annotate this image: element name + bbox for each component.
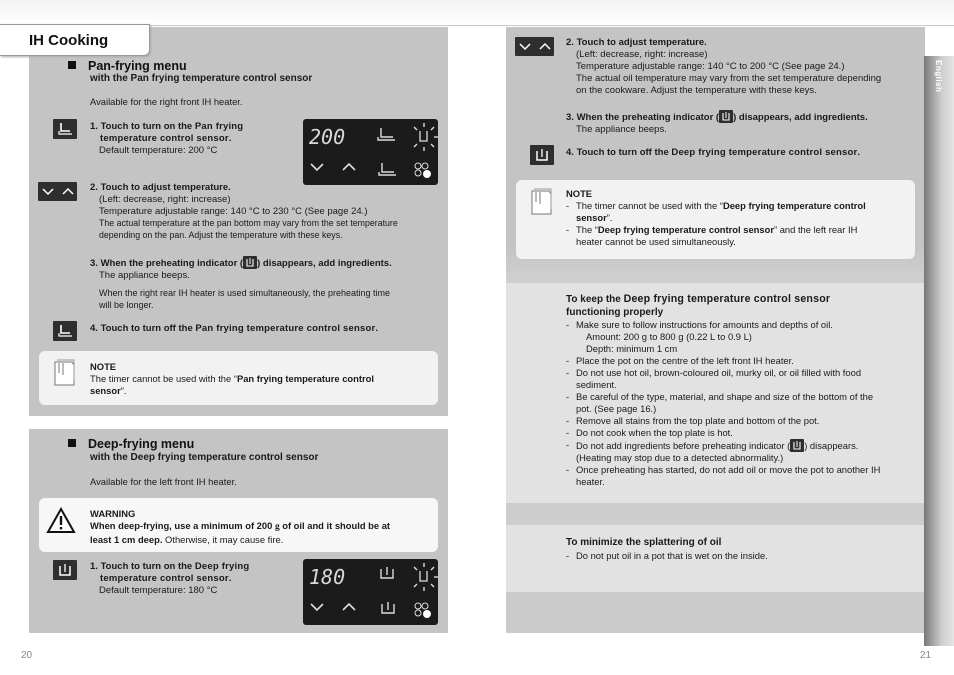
preheating-indicator-icon	[790, 439, 804, 452]
deep-step1: 1. Touch to turn on the Deep frying temperature control sensor. Default temperature: 180 °C	[90, 561, 250, 597]
keep-list	[566, 319, 916, 487]
page-title: IH Cooking	[29, 32, 109, 49]
splatter-section	[566, 537, 916, 562]
pan-step3: 3. When the preheating indicator ( ) disappears, add ingredients. The appliance beeps. When the right rear IH heater is used simultaneously, the preheating time will be longer.	[90, 258, 392, 311]
deep-control-display	[303, 559, 438, 625]
deep-note-box	[516, 180, 915, 259]
list-item: - Remove all stains from the top plate and bottom of the pot.	[566, 415, 916, 427]
list-item: - Once preheating has started, do not add oil or move the pot to another IH heater.	[566, 464, 916, 488]
splatter-heading: To minimize the splattering of oil	[566, 537, 722, 548]
list-item: - Do not cook when the top plate is hot.	[566, 427, 916, 439]
pan-control-display	[303, 119, 438, 185]
list-item: - The “Deep frying temperature control sensor” and the left rear IH heater cannot be used simultaneously.	[566, 224, 906, 248]
note-icon	[51, 359, 77, 389]
warning-text: When deep-frying, use a minimum of 200 g of oil and it should be at least 1 cm deep. Otherwise, it may cause fire.	[90, 519, 391, 545]
list-item: - Do not add ingredients before preheating indicator ( ) disappears. (Heating may stop due to a detected abnormality.)	[566, 439, 916, 464]
language-label: English	[934, 60, 943, 93]
deep-step3: 3. When the preheating indicator ( ) disappears, add ingredients. The appliance beeps.	[566, 112, 868, 136]
warning-box	[39, 498, 438, 552]
note-title: NOTE	[566, 188, 593, 199]
warning-title: WARNING	[90, 508, 136, 519]
deep-note-list	[566, 200, 906, 248]
pan-available-text: Available for the right front IH heater.	[90, 96, 243, 107]
keep-functioning-section	[566, 293, 916, 488]
decrease-increase-keys-icon[interactable]	[38, 182, 77, 201]
pan-frying-heading: Pan-frying menu	[68, 59, 187, 75]
list-item: - Do not use hot oil, brown-coloured oil, murky oil, or oil filled with food sediment.	[566, 367, 916, 391]
deep-available-text: Available for the left front IH heater.	[90, 476, 237, 487]
decrease-increase-keys-icon[interactable]	[515, 37, 554, 56]
pan-step4: 4. Touch to turn off the Pan frying temperature control sensor.	[90, 323, 379, 334]
keep-heading: To keep the Deep frying temperature control sensor functioning properly	[566, 293, 831, 318]
deep-step4: 4. Touch to turn off the Deep frying temperature control sensor.	[566, 147, 861, 158]
list-item: - Be careful of the type, material, and shape and size of the bottom of the pot. (See page 16.)	[566, 391, 916, 415]
pan-sensor-key-icon[interactable]	[53, 119, 77, 139]
page-number-left: 20	[21, 650, 33, 661]
preheating-indicator-icon	[243, 256, 257, 269]
panel-divider	[506, 503, 925, 525]
temperature-readout: 200	[309, 125, 346, 149]
deep-frying-heading: Deep-frying menu	[68, 437, 194, 453]
warning-icon	[46, 507, 76, 534]
deep-sensor-off-key-icon[interactable]	[530, 145, 554, 165]
language-side-tab[interactable]	[924, 56, 954, 646]
splatter-list	[566, 550, 916, 562]
deep-frying-subtitle: with the Deep frying temperature control sensor	[90, 452, 319, 463]
deep-sensor-key-icon[interactable]	[53, 560, 77, 580]
pan-frying-subtitle: with the Pan frying temperature control sensor	[90, 73, 313, 84]
list-item: - Do not put oil in a pot that is wet on the inside.	[566, 550, 916, 562]
page-number-right: 21	[920, 650, 932, 661]
pan-step1: 1. Touch to turn on the Pan frying temperature control sensor. Default temperature: 200 °C	[90, 121, 244, 157]
section-title-tab	[0, 24, 150, 56]
list-item: - Make sure to follow instructions for amounts and depths of oil. Amount: 200 g to 800 g (0.22 L to 0.9 L) Depth: minimum 1 cm	[566, 319, 916, 355]
preheating-indicator-icon	[719, 110, 733, 123]
pan-step2: 2. Touch to adjust temperature. (Left: decrease, right: increase) Temperature adjustable range: 140 °C to 230 °C (See page 24.) The actual temperature at the pan bottom may vary from the set temperature depending on the pan. Adjust the temperature with these keys.	[90, 182, 398, 241]
list-item: - The timer cannot be used with the “Deep frying temperature control sensor”.	[566, 200, 906, 224]
pan-note-text: The timer cannot be used with the “Pan frying temperature control sensor”.	[90, 372, 374, 396]
bottom-panel	[506, 592, 925, 633]
temperature-readout: 180	[309, 565, 346, 589]
note-title: NOTE	[90, 361, 117, 372]
pan-note-box	[39, 351, 438, 405]
pan-sensor-off-key-icon[interactable]	[53, 321, 77, 341]
deep-step2: 2. Touch to adjust temperature. (Left: decrease, right: increase) Temperature adjustable range: 140 °C to 200 °C (See page 24.) The actual oil temperature may vary from the set temperature depending on the cookware. Adjust the temperature with these keys.	[566, 37, 882, 97]
page-top-band	[0, 0, 954, 26]
note-icon	[528, 188, 554, 218]
list-item: - Place the pot on the centre of the left front IH heater.	[566, 355, 916, 367]
